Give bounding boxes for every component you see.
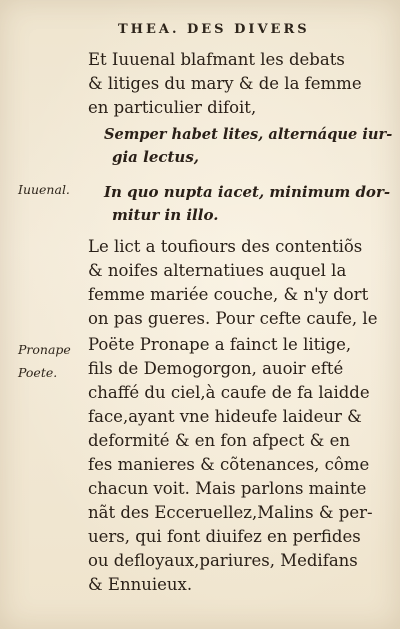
latin-verse-line: Semper habet lites, alternáque iur- xyxy=(104,125,393,143)
text-line: ou defloyaux,pariures, Medifans xyxy=(88,551,358,570)
text-line: nãt des Ecceruellez,Malins & per- xyxy=(88,503,373,522)
text-line: deformité & en fon afpect & en xyxy=(88,431,351,450)
text-line: uers, qui font diuifez en perfides xyxy=(88,527,361,546)
margin-note-iuuenal: Iuuenal. xyxy=(18,182,70,197)
text-line: on pas gueres. Pour cefte caufe, le xyxy=(88,309,378,328)
text-line: Et Iuuenal blafmant les debats xyxy=(88,50,345,69)
text-line: & litiges du mary & de la femme xyxy=(88,74,362,93)
margin-note-pronape: Pronape xyxy=(18,342,71,357)
latin-verse-line: gia lectus, xyxy=(112,148,200,166)
text-line: fils de Demogorgon, auoir efté xyxy=(88,359,344,378)
text-line: fes manieres & cõtenances, côme xyxy=(88,455,370,474)
text-line: face,ayant vne hideufe laideur & xyxy=(88,407,362,426)
text-line: chacun voit. Mais parlons mainte xyxy=(88,479,367,498)
text-line: & noifes alternatiues auquel la xyxy=(88,261,347,280)
latin-verse-line: In quo nupta iacet, minimum dor- xyxy=(104,183,391,201)
text-line: Le lict a toufiours des contentiõs xyxy=(88,237,363,256)
text-line: & Ennuieux. xyxy=(88,575,193,594)
running-head: THEA. DES DIVERS xyxy=(118,22,310,37)
text-line: chaffé du ciel,à caufe de fa laidde xyxy=(88,383,370,402)
latin-verse-line: mitur in illo. xyxy=(112,206,219,224)
margin-note-poete: Poete. xyxy=(18,365,58,380)
text-line: Poëte Pronape a fainct le litige, xyxy=(88,335,352,354)
text-line: en particulier difoit, xyxy=(88,98,257,117)
text-line: femme mariée couche, & n'y dort xyxy=(88,285,369,304)
